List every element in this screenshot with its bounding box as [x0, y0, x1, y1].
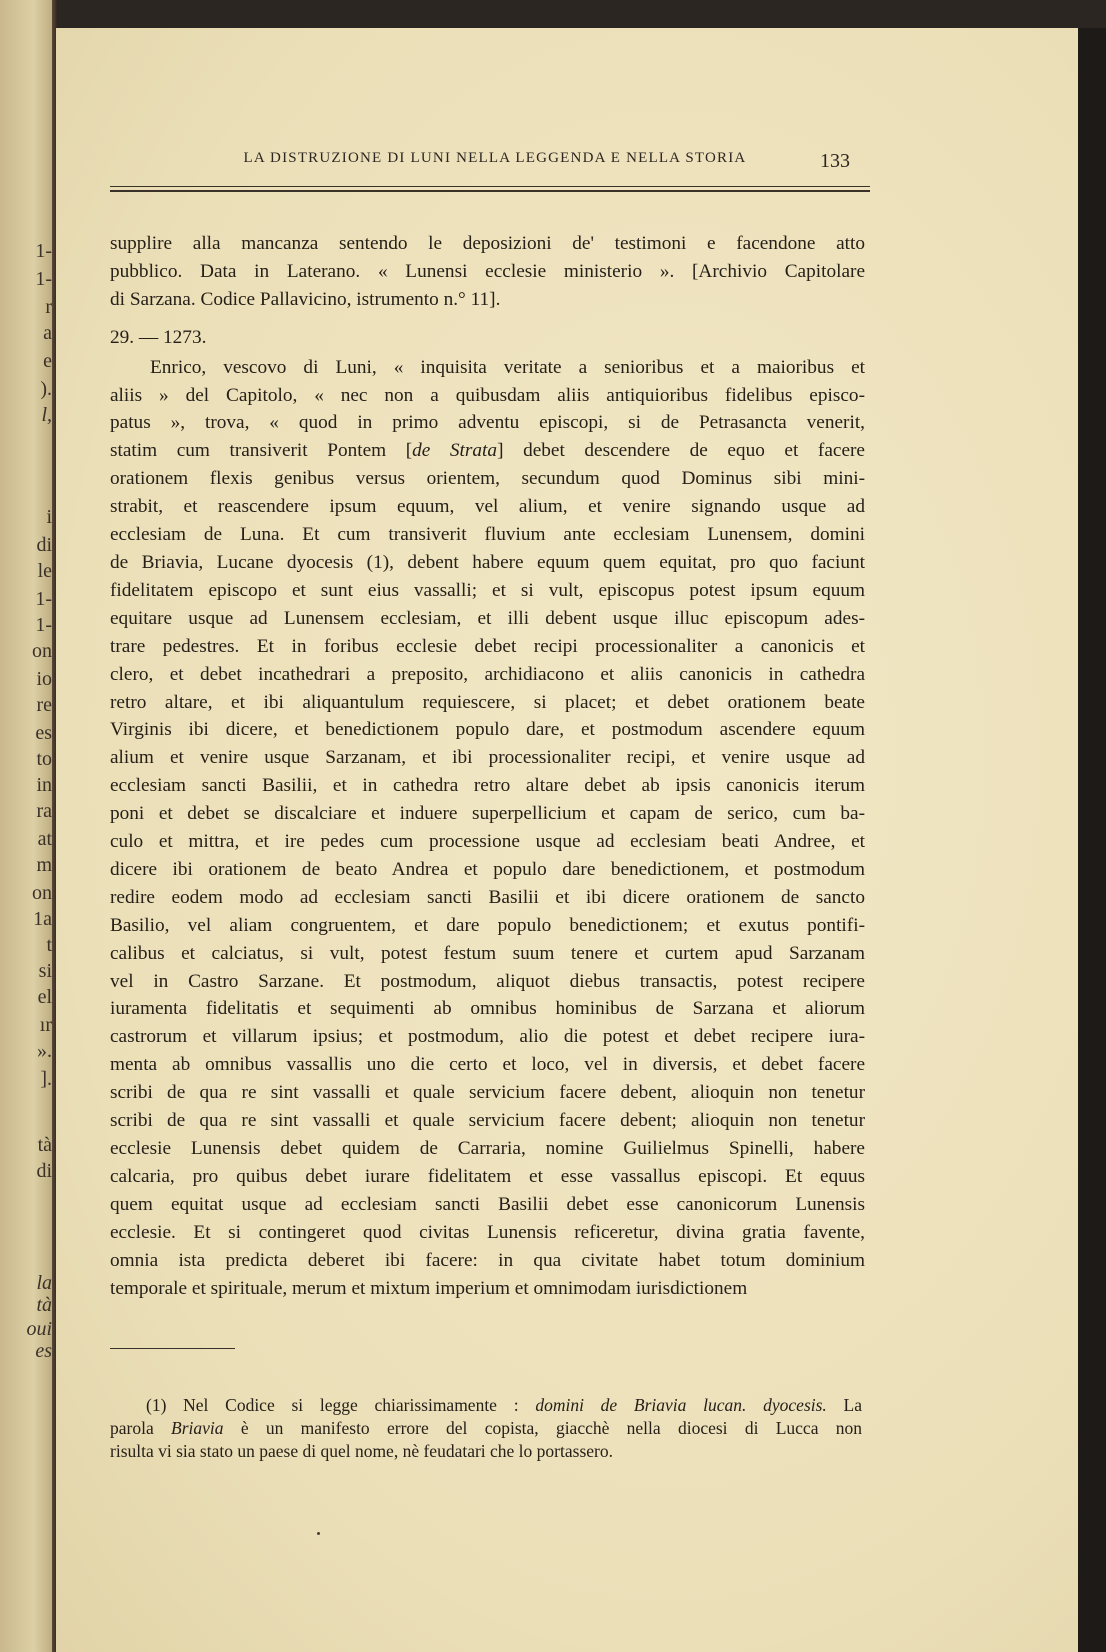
facing-text-fragment: t — [46, 934, 52, 956]
facing-text-fragment: io — [36, 668, 52, 690]
page-edge-shadow — [1078, 28, 1106, 1652]
text-line: scribi de qua re sint vassalli et quale servicium facere debent; alioquin non tenetur — [110, 1110, 865, 1132]
text-line: Virginis ibi dicere, et benedictionem populo dare, et postmodum ascendere equum — [110, 719, 865, 741]
text-line: fidelitatem episcopo et sunt eius vassalli; et si vult, episcopus potest ipsum equum — [110, 579, 865, 601]
facing-text-fragment: a — [43, 322, 52, 344]
text-line: vel in Castro Sarzane. Et postmodum, aliquot diebus transactis, potest recipere — [110, 970, 865, 992]
text-line: clero, et debet incathedrari a preposito, archidiacono et aliis canonicis in cathedra — [110, 663, 865, 685]
text-line: strabit, et reascendere ipsum equum, vel alium, et venire signando usque ad — [110, 496, 865, 518]
facing-text-fragment: di — [36, 534, 52, 556]
facing-text-fragment: tà — [36, 1294, 52, 1316]
text-line: menta ab omnibus vassallis uno die certo et loco, vel in diversis, et debet facere — [110, 1054, 865, 1076]
text-line: orationem flexis genibus versus orientem, secundum quod Dominus sibi mini- — [110, 468, 865, 490]
facing-text-fragment: es — [35, 722, 52, 744]
text-line: iuramenta fidelitatis et sequimenti ab omnibus hominibus de Sarzana et aliorum — [110, 998, 865, 1020]
facing-text-fragment: on — [32, 882, 52, 904]
footnote — [110, 1394, 862, 1463]
text-line: Enrico, vescovo di Luni, « inquisita veritate a senioribus et a maioribus et — [150, 356, 865, 378]
facing-text-fragment: tà — [37, 1134, 52, 1156]
text-line: ecclesie. Et si contingeret quod civitas Lunensis reficeretur, divina gratia favente, — [110, 1221, 865, 1243]
facing-text-fragment: r — [45, 296, 52, 318]
facing-text-fragment: ». — [37, 1040, 52, 1062]
text-line: ecclesiam sancti Basilii, et in cathedra retro altare debet ab ipsis canonicis iterum — [110, 775, 865, 797]
facing-text-fragment: re — [36, 694, 52, 716]
text-line: ecclesie Lunensis debet quidem de Carraria, nomine Guilielmus Spinelli, habere — [110, 1138, 865, 1159]
text-line: supplire alla mancanza sentendo le deposizioni de' testimoni e facendone atto — [110, 233, 865, 254]
text-line: di Sarzana. Codice Pallavicino, istrumento n.° 11]. — [110, 288, 501, 310]
footnote-rule — [110, 1348, 235, 1349]
text-line: aliis » del Capitolo, « nec non a quibusdam aliis antiquioribus fidelibus episco- — [110, 384, 865, 406]
text-line: castrorum et villarum ipsius; et postmodum, alio die potest et debet recipere iura- — [110, 1026, 865, 1048]
facing-text-fragment: e — [43, 350, 52, 372]
facing-page — [0, 0, 56, 1652]
facing-text-fragment: m — [36, 854, 52, 876]
text-line: temporale et spirituale, merum et mixtum imperium et omnimodam iurisdictionem — [110, 1277, 748, 1299]
text-line: equitare usque ad Lunensem ecclesiam, et illi debent usque illuc episcopum ades- — [110, 607, 865, 629]
facing-text-fragment: el — [37, 986, 52, 1008]
facing-text-fragment: si — [38, 960, 52, 982]
facing-text-fragment: l, — [41, 404, 52, 426]
facing-text-fragment: di — [36, 1160, 52, 1182]
text-line: patus », trova, « quod in primo adventu episcopi, si de Petrasancta venerit, — [110, 412, 865, 434]
facing-text-fragment: ]. — [40, 1068, 52, 1090]
text-line: calcaria, pro quibus debet iurare fidelitatem et esse vassallus episcopi. Et equus — [110, 1165, 865, 1187]
text-line: de Briavia, Lucane dyocesis (1), debent habere equum quem equitat, pro quo faciunt — [110, 551, 865, 573]
text-line: ecclesiam de Luna. Et cum transiverit fluvium ante ecclesiam Lunensem, domini — [110, 524, 865, 546]
entry-paragraph — [110, 354, 865, 1303]
facing-text-fragment: 1- — [35, 614, 52, 636]
text-line: pubblico. Data in Laterano. « Lunensi ecclesie ministerio ». [Archivio Capitolare — [110, 260, 865, 282]
text-line: quem equitat usque ad ecclesiam sancti Basilii debet esse canonicorum Lunensis — [110, 1193, 865, 1215]
facing-text-fragment: 1a — [33, 908, 52, 930]
page-number: 133 — [820, 150, 850, 172]
text-line: poni et debet se discalciare et induere superpellicium et capam de serico, cum ba- — [110, 803, 865, 825]
facing-text-fragment: ). — [40, 378, 52, 400]
text-line: culo et mittra, et ire pedes cum processione usque ad ecclesiam beati Andree, et — [110, 831, 865, 853]
footnote-line: parola Briavia è un manifesto errore del copista, giacchè nella diocesi di Lucca non — [110, 1418, 863, 1438]
facing-text-fragment: la — [36, 1272, 52, 1294]
text-line: trare pedestres. Et in foribus ecclesie debet recipi processionaliter a canonicis et — [110, 635, 865, 657]
facing-text-fragment: es — [35, 1340, 52, 1362]
facing-text-fragment: i — [46, 506, 52, 528]
facing-text-fragment: 1- — [35, 268, 52, 290]
italic-term: de Strata — [412, 440, 498, 462]
facing-text-fragment: on — [32, 640, 52, 662]
text-line: Basilio, vel aliam congruentem, et dare populo benedictionem; et exutus pontifi- — [110, 914, 865, 936]
footnote-line: (1) Nel Codice si legge chiarissimamente : domini de Briavia lucan. dyocesis. La — [146, 1395, 863, 1415]
text-line: calibus et calciatus, si vult, potest festum suum tenere et curtem apud Sarzanam — [110, 942, 865, 964]
facing-text-fragment: 1- — [35, 588, 52, 610]
text-line: alium et venire usque Sarzanam, et ibi processionaliter recipi, et venire usque ad — [110, 747, 865, 769]
paper-speck — [317, 1532, 320, 1535]
entry-number: 29. — 1273. — [110, 326, 207, 348]
text-line: redire eodem modo ad ecclesiam sancti Basilii et ibi dicere orationem de sancto — [110, 886, 865, 908]
facing-text-fragment: ır — [39, 1014, 52, 1036]
text-line: retro altare, et ibi aliquantulum requiescere, si placet; et debet orationem beate — [110, 691, 865, 713]
facing-text-fragment: le — [37, 560, 52, 582]
facing-text-fragment: ra — [36, 800, 52, 822]
paragraph-continuation — [110, 230, 865, 314]
running-title: LA DISTRUZIONE DI LUNI NELLA LEGGENDA E NELLA STORIA — [243, 150, 747, 166]
facing-text-fragment: at — [37, 828, 52, 850]
text-line: dicere ibi orationem de beato Andrea et populo dare benedictionem, et postmodum — [110, 858, 865, 880]
facing-text-fragment: to — [36, 748, 52, 770]
text-line-with-italic: statim cum transiverit Pontem [de Strata] debet descendere de equo et facere — [110, 440, 865, 462]
text-line: omnia ista predicta deberet ibi facere: in qua civitate habet totum dominium — [110, 1249, 865, 1271]
facing-text-fragment: in — [36, 774, 52, 796]
footnote-line: risulta vi sia stato un paese di quel nome, nè feudatari che lo portassero. — [110, 1441, 613, 1461]
main-text — [110, 230, 865, 1302]
facing-text-fragment: 1- — [35, 240, 52, 262]
header-rule-thin — [110, 186, 870, 187]
facing-text-fragment: oui — [26, 1318, 52, 1340]
text-line: scribi de qua re sint vassalli et quale servicium facere debent, alioquin non tenetur — [110, 1082, 865, 1104]
header-rule-thick — [110, 190, 870, 192]
